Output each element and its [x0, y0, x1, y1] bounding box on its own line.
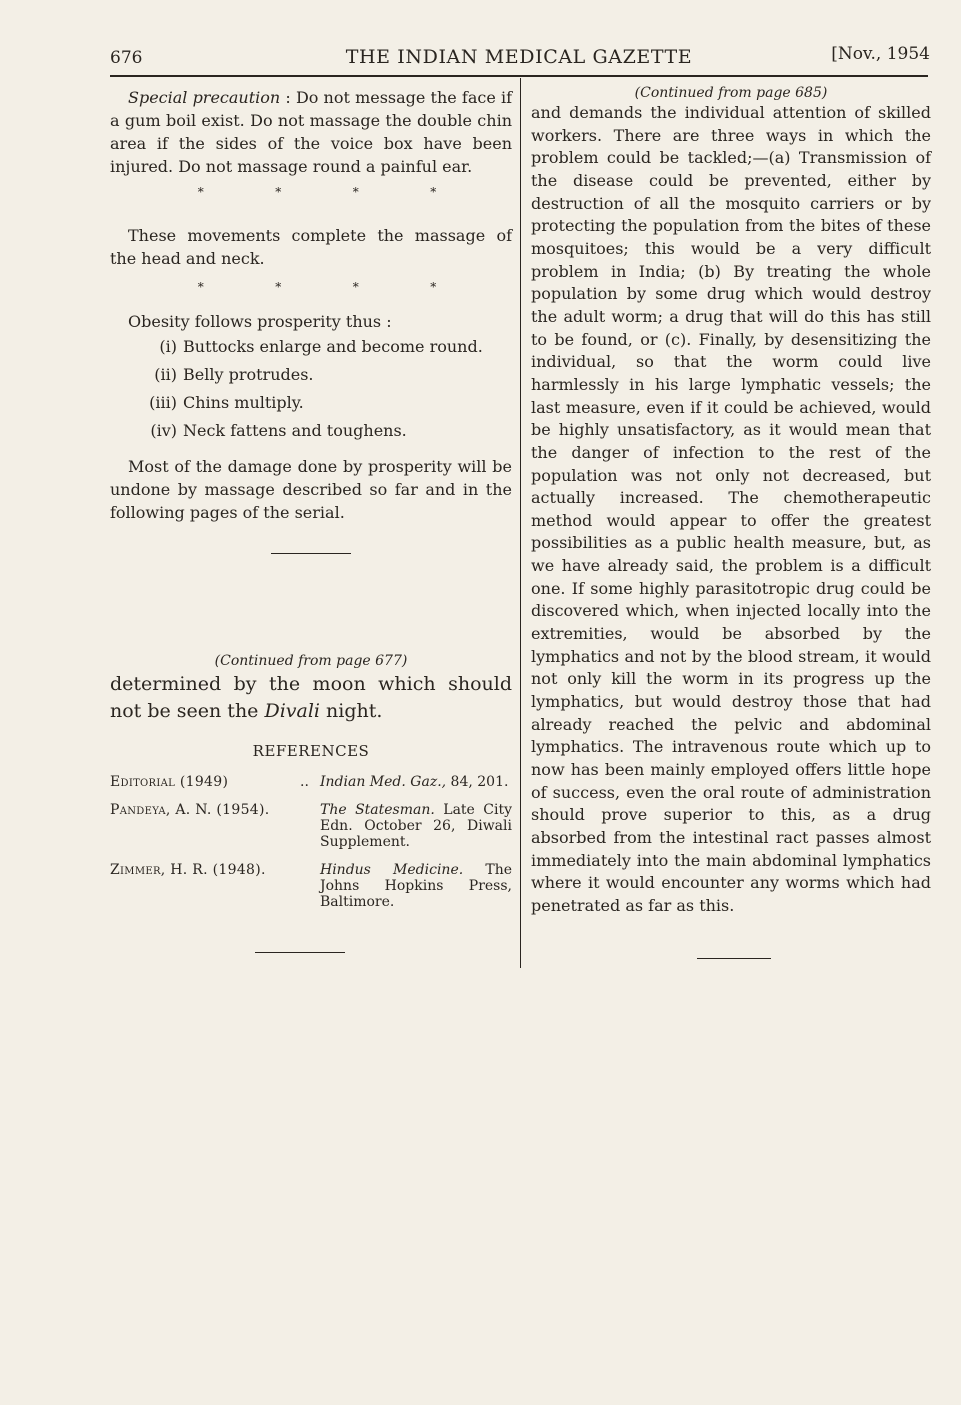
reference-leader: [300, 802, 320, 850]
reference-detail: Late City Edn. October 26, Diwali Supplement.: [320, 802, 512, 850]
reference-detail: The Johns Hopkins Press, Baltimore.: [320, 862, 513, 910]
obesity-list-item: [110, 333, 512, 361]
reference-author: Editorial (1949): [110, 774, 229, 790]
reference-leader: ..: [300, 774, 309, 790]
reference-entry: [110, 802, 512, 850]
page-number: 676: [110, 48, 143, 68]
end-rule: [255, 952, 345, 953]
reference-leader: [300, 862, 320, 910]
damage-paragraph: Most of the damage done by prosperity will be undone by massage described so far and in the following pages of the serial.: [110, 457, 512, 522]
star: *: [430, 279, 437, 294]
reference-source: Hindus Medicine.: [320, 862, 464, 878]
reference-author: Zimmer, H. R. (1948).: [110, 862, 266, 878]
special-precaution-paragraph: [110, 86, 512, 178]
star: *: [275, 184, 282, 199]
obesity-list: [110, 333, 512, 445]
list-number: (iv): [150, 421, 177, 440]
divali-paragraph: determined by the moon which should not be seen the Divali night.: [110, 673, 512, 722]
journal-title: THE INDIAN MEDICAL GAZETTE: [345, 46, 693, 68]
star: *: [197, 279, 204, 294]
precaution-text: : Do not message the face if a gum boil exist. Do not massage the double chin area if the sides of the voice box have been injured. Do not massage round a painful ear.: [110, 88, 513, 176]
running-header: [108, 44, 930, 74]
obesity-list-item: [110, 389, 512, 417]
list-text: Belly protrudes.: [183, 365, 314, 384]
continued-from-note: (Continued from page 685): [634, 85, 828, 101]
reference-citation: [320, 802, 512, 850]
reference-citation: [320, 774, 512, 790]
reference-list: [110, 774, 512, 910]
list-text: Chins multiply.: [183, 393, 304, 412]
header-rule: [110, 75, 928, 77]
column-divider: [520, 78, 521, 968]
obesity-list-item: [110, 361, 512, 389]
obesity-intro: Obesity follows prosperity thus :: [128, 312, 392, 331]
reference-source: The Statesman.: [320, 802, 435, 818]
star: *: [430, 184, 437, 199]
issue-date: [Nov., 1954: [831, 44, 930, 64]
section-break-stars: [110, 276, 512, 298]
reference-entry: [110, 862, 512, 910]
list-text: Neck fattens and toughens.: [183, 421, 407, 440]
references-heading: REFERENCES: [252, 742, 370, 760]
filariasis-treatment-paragraph: and demands the individual attention of skilled workers. There are three ways in which the problem could be tackled;—(a) Transmission of the disease could be prevented, either by destruction of all the mosquito carriers or by protecting the population from the bites of these mosquitoes; this would be a very difficult problem in India; (b) By treating the whole population by some drug which would destroy the adult worm; a drug that will do this has still to be found, or (c). Finally, by desensitizing the individual, so that the worm could live harmlessly in his large lymphatic vessels; the last measure, even if it could be achieved, would be highly unsatisfactory, as it would mean that the danger of infection to the rest of the population was not only not decreased, but actually increased. The chemotherapeutic method would appear to offer the greatest possibilities as a public health measure, but, as we have already said, the problem is a difficult one. If some highly parasitotropic drug could be discovered which, when injected locally into the extremities, would be absorbed by the lymphatics and not by the blood stream, it would not only kill the worm in its progress up the lymphatics, but would destroy those that had already reached the pelvic and abdominal lymphatics. The intravenous route which up to now has been mainly employed offers little hope of success, even the oral route of administration should prove superior to this, as a drug absorbed from the intestinal ract passes almost immediately into the main abdominal lymphatics where it would encounter any worms which had penetrated as far as this.: [531, 103, 931, 915]
star: *: [352, 184, 359, 199]
reference-entry: [110, 774, 512, 790]
precaution-label: Special precaution: [128, 88, 281, 107]
reference-citation: [320, 862, 512, 910]
left-column: [110, 86, 512, 953]
list-number: (iii): [149, 393, 177, 412]
obesity-list-item: [110, 417, 512, 445]
reference-detail: 84, 201.: [446, 774, 509, 790]
list-number: (i): [159, 337, 177, 356]
right-column: [531, 84, 931, 918]
continued-from-note: (Continued from page 677): [214, 653, 408, 669]
list-text: Buttocks enlarge and become round.: [183, 337, 483, 356]
star: *: [352, 279, 359, 294]
star: *: [275, 279, 282, 294]
star: *: [197, 184, 204, 199]
list-number: (ii): [154, 365, 177, 384]
movements-paragraph: These movements complete the massage of the head and neck.: [110, 226, 512, 268]
divali-word: Divali: [264, 700, 320, 722]
reference-author: Pandeya, A. N. (1954).: [110, 802, 270, 818]
section-break-stars: [110, 181, 512, 203]
end-rule: [697, 958, 771, 959]
reference-source: Indian Med. Gaz.,: [320, 774, 447, 790]
